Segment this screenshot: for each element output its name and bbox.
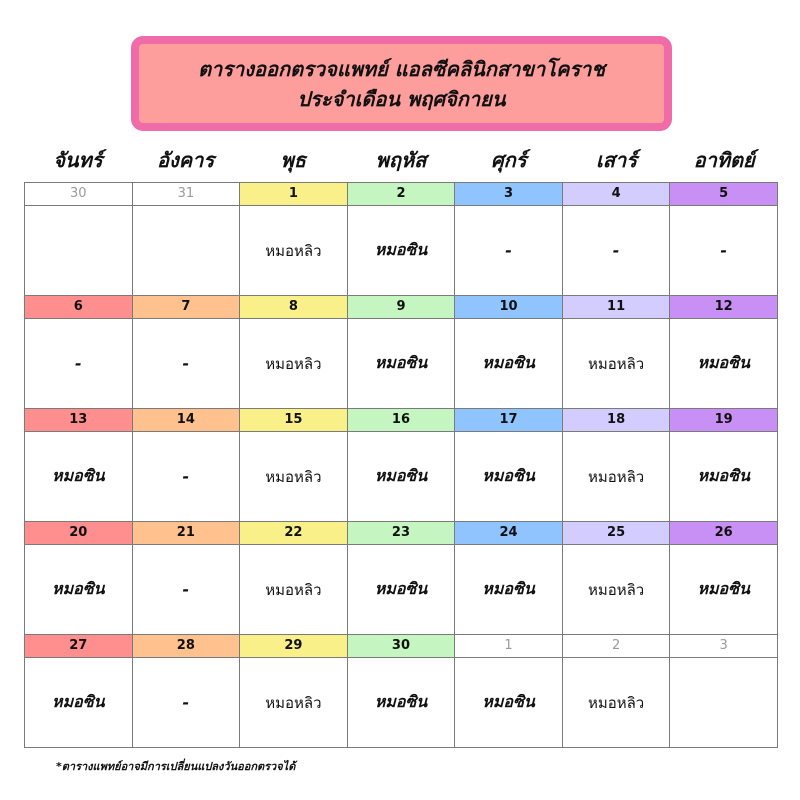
date-number: 15 (240, 409, 348, 432)
date-number: 1 (455, 635, 563, 658)
week-date-row (25, 183, 778, 206)
date-number: 30 (25, 183, 133, 206)
doctor-cell: หมอหลิว (562, 545, 670, 635)
doctor-cell: หมอหลิว (240, 658, 348, 748)
weekday-tue: อังคาร (157, 148, 215, 172)
weekday-thu: พฤหัส (375, 148, 427, 172)
schedule-month: ประจำเดือน พฤศจิกายน (297, 86, 506, 111)
weekday-fri: ศุกร์ (490, 148, 527, 172)
doctor-cell: หมอซิน (25, 545, 133, 635)
date-number: 8 (240, 296, 348, 319)
doctor-cell: - (562, 206, 670, 296)
date-number: 5 (670, 183, 778, 206)
date-number: 28 (132, 635, 240, 658)
title-banner (131, 36, 672, 131)
doctor-cell: - (132, 432, 240, 522)
date-number: 11 (562, 296, 670, 319)
week-date-row (25, 635, 778, 658)
doctor-cell: หมอซิน (347, 319, 455, 409)
date-number: 27 (25, 635, 133, 658)
date-number: 3 (455, 183, 563, 206)
date-number: 2 (347, 183, 455, 206)
doctor-cell: - (132, 319, 240, 409)
date-number: 2 (562, 635, 670, 658)
week-doctor-row (25, 319, 778, 409)
week-doctor-row (25, 206, 778, 296)
date-number: 6 (25, 296, 133, 319)
date-number: 13 (25, 409, 133, 432)
date-number: 25 (562, 522, 670, 545)
week-doctor-row (25, 658, 778, 748)
doctor-cell: หมอซิน (347, 432, 455, 522)
doctor-cell: หมอซิน (347, 545, 455, 635)
date-number: 3 (670, 635, 778, 658)
doctor-cell: หมอซิน (455, 432, 563, 522)
doctor-cell: หมอหลิว (240, 432, 348, 522)
date-number: 1 (240, 183, 348, 206)
date-number: 10 (455, 296, 563, 319)
doctor-cell: หมอหลิว (562, 658, 670, 748)
date-number: 20 (25, 522, 133, 545)
date-number: 18 (562, 409, 670, 432)
doctor-cell: หมอซิน (670, 545, 778, 635)
doctor-cell: - (670, 206, 778, 296)
doctor-cell: - (132, 658, 240, 748)
doctor-cell: หมอซิน (670, 432, 778, 522)
doctor-cell: หมอหลิว (562, 319, 670, 409)
weekday-header (24, 143, 778, 177)
doctor-cell: หมอซิน (347, 206, 455, 296)
date-number: 30 (347, 635, 455, 658)
weekday-wed: พุธ (280, 148, 306, 172)
week-date-row (25, 522, 778, 545)
date-number: 16 (347, 409, 455, 432)
date-number: 17 (455, 409, 563, 432)
doctor-cell (132, 206, 240, 296)
doctor-cell: หมอหลิว (240, 319, 348, 409)
date-number: 24 (455, 522, 563, 545)
weekday-mon: จันทร์ (53, 148, 103, 172)
doctor-cell: - (25, 319, 133, 409)
doctor-cell: หมอหลิว (562, 432, 670, 522)
doctor-cell: หมอซิน (455, 658, 563, 748)
date-number: 29 (240, 635, 348, 658)
date-number: 22 (240, 522, 348, 545)
doctor-cell: - (455, 206, 563, 296)
doctor-cell (670, 658, 778, 748)
doctor-cell: หมอหลิว (240, 545, 348, 635)
doctor-cell: หมอซิน (455, 545, 563, 635)
date-number: 4 (562, 183, 670, 206)
doctor-cell (25, 206, 133, 296)
doctor-cell: หมอซิน (670, 319, 778, 409)
date-number: 19 (670, 409, 778, 432)
doctor-cell: หมอซิน (455, 319, 563, 409)
calendar-grid (24, 182, 778, 748)
doctor-cell: - (132, 545, 240, 635)
week-date-row (25, 296, 778, 319)
date-number: 9 (347, 296, 455, 319)
schedule-title: ตารางออกตรวจแพทย์ แอลซีคลินิกสาขาโคราช (198, 56, 605, 81)
date-number: 23 (347, 522, 455, 545)
doctor-cell: หมอซิน (25, 658, 133, 748)
date-number: 31 (132, 183, 240, 206)
doctor-cell: หมอซิน (347, 658, 455, 748)
week-doctor-row (25, 545, 778, 635)
date-number: 7 (132, 296, 240, 319)
weekday-sun: อาทิตย์ (693, 148, 755, 172)
date-number: 26 (670, 522, 778, 545)
weekday-sat: เสาร์ (595, 148, 637, 172)
week-date-row (25, 409, 778, 432)
date-number: 12 (670, 296, 778, 319)
doctor-cell: หมอซิน (25, 432, 133, 522)
doctor-cell: หมอหลิว (240, 206, 348, 296)
date-number: 21 (132, 522, 240, 545)
date-number: 14 (132, 409, 240, 432)
footnote: *ตารางแพทย์อาจมีการเปลี่ยนแปลงวันออกตรวจได้ (56, 760, 296, 773)
week-doctor-row (25, 432, 778, 522)
